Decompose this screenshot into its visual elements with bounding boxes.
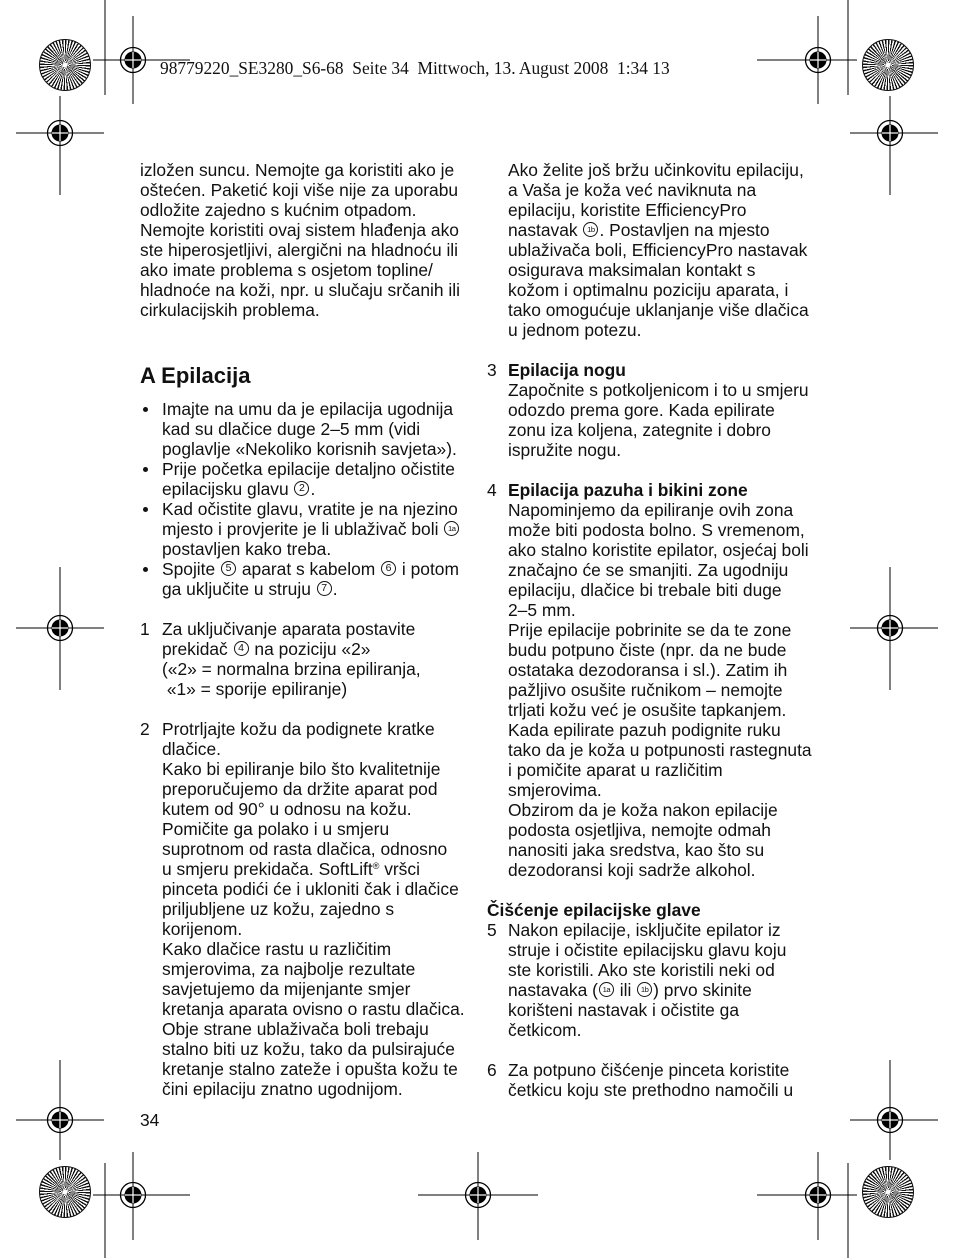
registered-mark: ®	[372, 861, 380, 871]
text-line: savjetujemo da mijenjante smjer	[162, 979, 411, 999]
steps-list	[487, 920, 817, 1100]
step-number: 5	[487, 920, 497, 940]
intro-paragraph	[487, 160, 817, 340]
text-segment: na poziciju «2»	[249, 639, 371, 659]
text-line: Za potpuno čišćenje pinceta koristite	[508, 1060, 790, 1080]
text-line: tako da je koža u potpunosti rastegnuta	[508, 740, 812, 760]
circled-reference: 5	[221, 561, 236, 576]
text-line: struje i očistite epilacijsku glavu koju	[508, 940, 787, 960]
text-line: Kad očistite glavu, vratite je na njezino	[162, 499, 458, 519]
text-line: preporučujemo da držite aparat pod	[162, 779, 438, 799]
text-segment: i potom	[397, 559, 459, 579]
text-line: trljati kožu već je osušite tapkanjem.	[508, 700, 787, 720]
bullet-dot-icon	[143, 467, 148, 472]
subsection-heading: Čišćenje epilacijske glave	[487, 900, 701, 920]
numbered-step	[140, 619, 470, 699]
text-line	[162, 859, 470, 879]
step-title: Epilacija nogu	[508, 360, 626, 380]
text-line: «1» = sporije epiliranje)	[162, 679, 348, 699]
text-line: ostataka dezodoransa i sl.). Zatim ih	[508, 660, 788, 680]
numbered-step	[140, 719, 470, 1099]
text-line: izložen suncu. Nemojte ga koristiti ako je	[140, 160, 455, 180]
steps-list	[487, 360, 817, 880]
registration-mark	[850, 567, 938, 690]
text-line: priljubljene uz kožu, zajedno s	[162, 899, 395, 919]
right-column	[487, 160, 817, 1100]
bullet-item	[140, 459, 470, 499]
text-line	[508, 220, 817, 240]
text-line: Imajte na umu da je epilacija ugodnija	[162, 399, 453, 419]
text-line	[508, 980, 817, 1000]
text-segment: Spojite	[162, 559, 221, 579]
text-line: poglavlje «Nekoliko korisnih savjeta»).	[162, 439, 457, 459]
text-line	[162, 479, 470, 499]
bullet-item	[140, 399, 470, 459]
numbered-step	[487, 920, 817, 1040]
text-line: Nakon epilacije, isključite epilator iz	[508, 920, 781, 940]
text-line: suprotnom od rasta dlačica, odnosno	[162, 839, 448, 859]
text-line: Kada epilirate pazuh podignite ruku	[508, 720, 781, 740]
text-line: budu potpuno čiste (npr. da ne bude	[508, 640, 787, 660]
text-segment: vršci	[379, 859, 420, 879]
text-line: ste hiperosjetljivi, alergični na hladnoću ili	[140, 240, 459, 260]
text-line: tako omogućuje uklanjanje više dlačica	[508, 300, 809, 320]
circled-reference: 2	[294, 481, 309, 496]
text-line: 2–5 mm.	[508, 600, 576, 620]
text-line: epilaciju, koristite EfficiencyPro	[508, 200, 747, 220]
text-segment: mjesto i provjerite je li ublaživač boli	[162, 519, 444, 539]
text-line: hladnoće na koži, npr. u slučaju srčanih ili	[140, 280, 460, 300]
circled-reference: 1a	[444, 521, 459, 536]
text-line	[162, 639, 470, 659]
text-segment: prekidač	[162, 639, 233, 659]
text-line: smjerovima.	[508, 780, 602, 800]
text-segment: epilacijsku glavu	[162, 479, 294, 499]
text-segment: .	[332, 579, 338, 599]
bullet-list	[140, 399, 470, 599]
text-line: kožom i optimalnu poziciju aparata, i	[508, 280, 789, 300]
text-line: Kako dlačice rastu u različitim	[162, 939, 392, 959]
text-line: korišteni nastavak i očistite ga	[508, 1000, 740, 1020]
page-number: 34	[140, 1110, 160, 1130]
circled-reference: 4	[234, 641, 249, 656]
step-number: 2	[140, 719, 150, 739]
text-line: Obzirom da je koža nakon epilacije	[508, 800, 778, 820]
text-line: pinceta podići će i ukloniti čak i dlačice	[162, 879, 459, 899]
intro-paragraph	[140, 160, 470, 320]
circled-reference: 6	[381, 561, 396, 576]
starburst-print-mark	[862, 1166, 914, 1218]
text-line: ublaživača boli, EfficiencyPro nastavak	[508, 240, 808, 260]
text-line: Prije početka epilacije detaljno očistite	[162, 459, 455, 479]
text-line: Ako želite još bržu učinkovitu epilaciju,	[508, 160, 804, 180]
text-line: zonu iza koljena, zategnite i dobro	[508, 420, 771, 440]
text-line: («2» = normalna brzina epiliranja,	[162, 659, 421, 679]
text-line: Započnite s potkoljenicom i to u smjeru	[508, 380, 809, 400]
text-segment: ga uključite u struju	[162, 579, 316, 599]
step-number: 4	[487, 480, 497, 500]
text-segment: nastavak	[508, 220, 583, 240]
text-line: smjerovima, za najbolje rezultate	[162, 959, 416, 979]
text-line: pažljivo osušite ručnikom – nemojte	[508, 680, 783, 700]
text-segment: nastavaka (	[508, 980, 598, 1000]
left-column	[140, 160, 470, 1099]
text-line: dezodoransi koji sadrže alkohol.	[508, 860, 756, 880]
text-line: Za uključivanje aparata postavite	[162, 619, 416, 639]
text-line: čini epilaciju znatno ugodnijom.	[162, 1079, 403, 1099]
text-line: značajno će se smanjiti. Za ugodniju	[508, 560, 789, 580]
registration-mark	[16, 96, 104, 195]
text-line: nanositi jaka sredstva, kao što su	[508, 840, 765, 860]
text-line: Pomičite ga polako i u smjeru	[162, 819, 390, 839]
text-line: može biti podosta bolno. S vremenom,	[508, 520, 805, 540]
step-number: 1	[140, 619, 150, 639]
text-segment: u smjeru prekidača. SoftLift	[162, 859, 373, 879]
text-line: Obje strane ublaživača boli trebaju	[162, 1019, 429, 1039]
text-line: podosta osjetljiva, nemojte odmah	[508, 820, 771, 840]
registration-mark	[757, 16, 857, 104]
bullet-dot-icon	[143, 567, 148, 572]
numbered-step	[487, 1060, 817, 1100]
bullet-item	[140, 499, 470, 559]
circled-reference: 1b	[583, 222, 598, 237]
text-line: ispružite nogu.	[508, 440, 622, 460]
text-line: dlačice.	[162, 739, 221, 759]
text-line: kretanje stalno zateže i opušta kožu te	[162, 1059, 458, 1079]
text-line: ste koristili. Ako ste koristili neki od	[508, 960, 775, 980]
registration-mark	[16, 1060, 104, 1160]
registration-mark	[850, 96, 938, 195]
text-line: ako stalno koristite epilator, osjećaj boli	[508, 540, 809, 560]
text-line: kad su dlačice duge 2–5 mm (vidi	[162, 419, 421, 439]
text-line: ako imate problema s osjetom topline/	[140, 260, 433, 280]
text-line: odozdo prema gore. Kada epilirate	[508, 400, 775, 420]
step-number: 6	[487, 1060, 497, 1080]
text-line: cirkulacijskih problema.	[140, 300, 320, 320]
text-line: a Vaša je koža već naviknuta na	[508, 180, 757, 200]
text-line: osigurava maksimalan kontakt s	[508, 260, 756, 280]
text-line	[162, 579, 470, 599]
circled-reference: 7	[317, 581, 332, 596]
print-slug-line: 98779220_SE3280_S6-68 Seite 34 Mittwoch, 13. August 2008 1:34 13	[160, 58, 670, 78]
circled-reference: 1a	[599, 982, 614, 997]
steps-list	[140, 619, 470, 1099]
text-line: stalno biti uz kožu, tako da pulsirajuće	[162, 1039, 455, 1059]
registration-mark	[16, 567, 104, 690]
text-line: oštećen. Paketić koji više nije za uporabu	[140, 180, 459, 200]
bullet-item	[140, 559, 470, 599]
bullet-dot-icon	[143, 407, 148, 412]
text-line	[162, 519, 470, 539]
text-segment: . Postavljen na mjesto	[599, 220, 770, 240]
text-line: u jednom potezu.	[508, 320, 642, 340]
registration-mark	[850, 1060, 938, 1160]
text-line: Prije epilacije pobrinite se da te zone	[508, 620, 792, 640]
text-segment: ) prvo skinite	[653, 980, 752, 1000]
step-number: 3	[487, 360, 497, 380]
text-line: Kako bi epiliranje bilo što kvalitetnije	[162, 759, 441, 779]
circled-reference: 1b	[637, 982, 652, 997]
text-segment: .	[310, 479, 316, 499]
registration-mark	[93, 1152, 190, 1240]
registration-mark	[757, 1152, 857, 1240]
registration-mark	[418, 1152, 538, 1240]
text-segment: ili	[614, 980, 637, 1000]
text-line: Protrljajte kožu da podignete kratke	[162, 719, 435, 739]
text-line	[162, 559, 470, 579]
text-line: i pomičite aparat u različitim	[508, 760, 723, 780]
text-line: četkicom.	[508, 1020, 582, 1040]
text-line: odložite zajedno s kućnim otpadom.	[140, 200, 417, 220]
starburst-print-mark	[39, 39, 91, 91]
step-title: Epilacija pazuha i bikini zone	[508, 480, 748, 500]
text-line: kutem od 90° u odnosu na kožu.	[162, 799, 412, 819]
bullet-dot-icon	[143, 507, 148, 512]
text-line: postavljen kako treba.	[162, 539, 332, 559]
text-line: Napominjemo da epiliranje ovih zona	[508, 500, 794, 520]
text-line: kretanja aparata ovisno o rastu dlačica.	[162, 999, 465, 1019]
numbered-step	[487, 480, 817, 880]
numbered-step	[487, 360, 817, 460]
text-segment: aparat s kabelom	[237, 559, 381, 579]
text-line: korijenom.	[162, 919, 243, 939]
text-line: četkicu koju ste prethodno namočili u	[508, 1080, 794, 1100]
section-heading: A Epilacija	[140, 363, 251, 388]
starburst-print-mark	[862, 39, 914, 91]
starburst-print-mark	[39, 1166, 91, 1218]
text-line: Nemojte koristiti ovaj sistem hlađenja ako	[140, 220, 459, 240]
text-line: epilaciju, dlačice bi trebale biti duge	[508, 580, 782, 600]
